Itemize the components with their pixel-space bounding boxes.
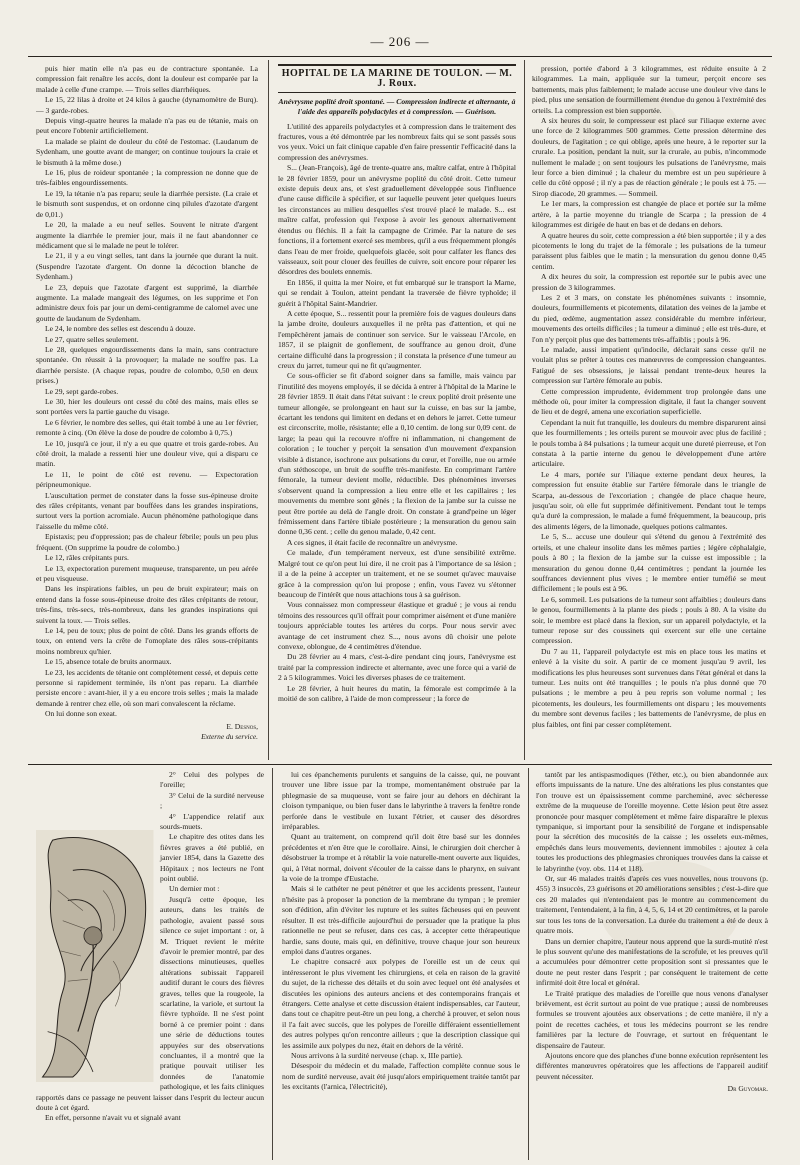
article-subtitle: Anévrysme poplité droit spontané. — Compression indirecte et alternante, à l'aide des appareils polydactyles et à compression. — Guérison.	[278, 96, 516, 117]
paragraph: Le malade, aussi impatient qu'indocile, déclarait sans cesse qu'il ne voulait plus se prêter à toutes ces manœuvres de compression changeantes. Fatigué de ses obsessions, je laissai pendant trente-deux heures la compression sur l'artère fémorale au pubis.	[532, 344, 766, 386]
paragraph: lui ces épanchements purulents et sanguins de la caisse, qui, ne pouvant trouver une libre issue par la trompe, momentanément obstruée par la phlegmasie de sa muqueuse, vont se faire jour au dehors en déchirant la cloison tympanique, ou bien fuser dans le labyrinthe à travers la fenêtre ronde perforée dans le vestibule en luxant l'étrier, et causer des désordres irréparables.	[282, 770, 520, 832]
paragraph: Le 23, depuis que l'azotate d'argent est supprimé, la diarrhée augmente. La malade mangeait des légumes, on les supprime et l'on administre deux fois par jour un demi-centigramme de calomel avec une goutte de laudanum de Sydenham.	[36, 282, 258, 323]
article-title: HOPITAL DE LA MARINE DE TOULON. — M. J. Roux.	[278, 64, 516, 93]
paragraph: Le Traité pratique des maladies de l'oreille que nous venons d'analyser brièvement, est écrit surtout au point de vue pratique ; aussi de nombreuses formules se trouvent ajoutées aux observations ; de cette manière, il n'y a point de recettes cachées, et tous les médecins pourront se les rendre familières par la lecture de l'ouvrage, et surtout en fréquentant le dispensaire de l'auteur.	[536, 988, 768, 1050]
paragraph: Le 5, S... accuse une douleur qui s'étend du genou à l'extrémité des orteils, et une chaleur insolite dans les mêmes parties ; légère céphalalgie, pouls à 80 ; la flexion de la jambe sur la cuisse est impossible ; la mensuration du genou donne 0,44 centimètres ; pendant la journée les souffrances deviennent plus vives ; le membre entier tuméfié se meut difficilement ; le pouls est à 96.	[532, 532, 766, 594]
paragraph: A quatre heures du soir, cette compression a été bien supportée ; il y a des picotements le long du trajet de la fémorale ; les pulsations de la tumeur paraissent plus faibles que le matin ; la mensuration du genou donne 0,45 centim.	[532, 230, 766, 271]
paragraph: pression, portée d'abord à 3 kilogrammes, est réduite ensuite à 2 kilogrammes. La main, appliquée sur la tumeur, perçoit encore ses battements, mais plus faiblement; le malade accuse une douleur vive dans le pied, plus une sensation de fourmillement étendue du genou à l'extrémité des orteils. La compression est bien supportée.	[532, 64, 766, 115]
column-2-text	[278, 122, 516, 705]
paragraph: A ces signes, il était facile de reconnaître un anévrysme.	[287, 537, 458, 547]
section-rule	[28, 764, 772, 765]
signature-title: Externe du service.	[201, 732, 258, 741]
paragraph: Depuis vingt-quatre heures la malade n'a pas eu de tétanie, mais on peut encore l'obtenir artificiellement.	[36, 116, 258, 136]
paragraph: Le 23, les accidents de tétanie ont complètement cessé, et depuis cette personne si rapidement terminée, ils n'ont pas reparu. La diarrhée persiste encore : avant-hier, il y a eu encore trois selles ; mais la malade demande à rentrer chez elle, où son mari convalescent la réclame.	[36, 667, 258, 708]
paragraph: Le 10, jusqu'à ce jour, il n'y a eu que quatre et trois garde-robes. Au côté droit, la malade a ressenti hier une douleur vive, qui a disparu ce matin.	[36, 438, 258, 469]
paragraph: 2° Celui des polypes de l'oreille;	[160, 770, 264, 790]
paragraph: 3° Celui de la surdité nerveuse ;	[160, 790, 264, 811]
ear-anatomy-illustration	[36, 830, 154, 1082]
paragraph: Le 11, le point de côté est revenu. — Expectoration péripneumonique.	[36, 469, 258, 490]
paragraph: Epistaxis; peu d'oppression; pas de chaleur fébrile; pouls un peu plus fréquent. (On supprime la poudre de colombo.)	[36, 532, 258, 552]
column-1	[36, 64, 258, 754]
paragraph: Le chapitre consacré aux polypes de l'oreille est un de ceux qui intéresseront le plus vivement les chirurgiens, et cela en raison de la gravité du sujet, de la richesse des détails et du soin avec lequel ont été analysées et discutées les opinions des auteurs anciens et des contemporains français et étrangers. Cette analyse et cette discussion étaient indispensables, car l'auteur, dans tout ce chapitre peut-être un peu long, a cherché à prouver, et selon nous il l'a fait avec succès, que les polypes de l'oreille différaient essentiellement des autres polypes qu'on rencontre ailleurs ; que la description classique qui les assimile aux polypes du nez, était en dehors de la vérité.	[282, 957, 520, 1050]
paragraph: Le 30, hier les douleurs ont cessé du côté des mains, mais elles se sont portées vers la partie gauche du visage.	[36, 397, 258, 417]
paragraph: tantôt par les antispasmodiques (l'éther, etc.), ou bien abandonnée aux efforts impuissants de la nature. Une des altérations les plus constantes que l'on trouve est un épaississement comme parcheminé, avec sécheresse extrême de la muqueuse de l'oreille moyenne. Cette lésion peut être assez prononcée pour masquer complètement et même faire disparaître le plexus tympanique, si important pour la sensibilité de l'organe et indispensable pour la sécrétion des mucosités de la caisse ; les osselets eux-mêmes, empêchés dans leurs mouvements, deviennent immobiles : ajoutez à cela toutes les productions des phlegmasies chroniques trouvées dans la caisse et le labyrinthe (voy. obs. 114 et 118).	[536, 770, 768, 873]
column-separator	[524, 60, 525, 760]
paragraph: Dans les inspirations faibles, un peu de bruit expirateur; mais on entend dans la fosse sous-épineuse droite des râles crépitants de retour, très-fins, très-secs, très-nombreux, dans les grandes inspirations qui suivent la toux. — Trois selles.	[36, 584, 258, 625]
paragraph: Le 24, le nombre des selles est descendu à douze.	[45, 324, 196, 334]
paragraph: Le 19, la tétanie n'a pas reparu; seule la diarrhée persiste. (La craie et le bismuth sont suspendus, et on ordonne cinq pilules d'azotate d'argent de 0,01.)	[36, 188, 258, 219]
paragraph: Le 6, sommeil. Les pulsations de la tumeur sont affaiblies ; douleurs dans le genou, fourmillements à la plante des pieds ; pouls à 80. A la visite du soir, le membre est placé dans la flexion, sur un appareil polydactyle, et la tumeur repose sur des coussinets qui exercent sur elle une certaine compression.	[532, 594, 766, 646]
paragraph: Le 13, expectoration purement muqueuse, transparente, un peu aérée et peu visqueuse.	[36, 563, 258, 583]
column-separator	[272, 768, 273, 1160]
paragraph: Le 28 février, à huit heures du matin, la fémorale est comprimée à la moitié de son calibre, à l'aide de mon compresseur ; la force de	[278, 683, 516, 703]
header-rule	[28, 56, 772, 57]
paragraph: Le 14, peu de toux; plus de point de côté. Dans les grands efforts de toux, on entend vers la crête de l'omoplate des râles sous-crépitants moins nombreux qu'hier.	[36, 625, 258, 656]
paragraph: Le 6 février, le nombre des selles, qui était tombé à une au 1er février, remonte à cinq. (On élève la dose de poudre de colombo à 0,75.)	[36, 417, 258, 438]
column-5	[282, 770, 520, 1158]
paragraph: Ce malade, d'un tempérament nerveux, est d'une sensibilité extrême. Malgré tout ce qu'on peut lui dire, il ne croit pas à l'importance de sa lésion ; il a de la peine à accepter un traitement, et ne se soumet qu'avec mauvaise grâce à la compression qu'on lui propose ; enfin, vous l'avez vu s'étonner beaucoup de l'intérêt que nous attachions tous à sa guérison.	[278, 548, 516, 599]
paragraph: puis hier matin elle n'a pas eu de contracture spontanée. La compression fait renaître les accès, dont la douleur est comparée par la malade à celle d'une crampe. — Trois selles diarrhéiques.	[36, 64, 258, 94]
paragraph: Nous arrivons à la surdité nerveuse (chap. x, IIIe partie).	[291, 1050, 463, 1060]
column-3	[532, 64, 766, 754]
paragraph: Désespoir du médecin et du malade, l'affection complète connue sous le nom de surdité nerveuse, avait été jusqu'alors empiriquement traitée tantôt par les excitants (l'arnica, l'électricité),	[282, 1061, 520, 1092]
page-number: — 206 —	[370, 34, 430, 49]
column-3-text	[532, 64, 766, 730]
column-2	[278, 64, 516, 754]
paragraph: Jusqu'à cette époque, les auteurs, dans les traités de pathologie, avaient passé sous silence ce sujet important : or, à M. Triquet revient le mérite d'avoir le premier montré, par des dissections minutieuses, quelles altérations subissait l'appareil auditif durant le cours des fièvres graves, telles que la rougeole, la scarlatine, la variole, et surtout la fièvre typhoïde. Il ne s'est point borné à ce premier point : dans une série de déductions toutes appuyées sur des observations concluantes, il a montré que la pratique pouvait utiliser les données de l'anatomie pathologique, et les faits cliniques rapportés dans ce passage ne peuvent laisser dans l'esprit du lecteur aucun doute à cet égard.	[36, 894, 264, 1112]
paragraph: Le 1er mars, la compression est changée de place et portée sur la même artère, à la partie moyenne du triangle de Scarpa ; la pression de 4 kilogrammes est dirigée de haut en bas et de dedans en dehors.	[532, 199, 766, 230]
paragraph: L'auscultation permet de constater dans la fosse sus-épineuse droite des râles crépitants, venant par bouffées dans les grandes inspirations, surtout vers la portion acromiale. Aucun phénomène pathologique dans l'aisselle du même côté.	[36, 490, 258, 531]
paragraph: Dans un dernier chapitre, l'auteur nous apprend que la surdi-mutité n'est le plus souvent qu'une des manifestations de la scrofule, et les preuves qu'il a accumulées pour démontrer cette proposition sont si pressantes que le doute ne peut rester dans l'esprit ; par conséquent le traitement de cette infirmité doit être local et général.	[536, 936, 768, 988]
paragraph: Cette compression imprudente, évidemment trop prolongée dans une méthode où, pour imiter la compression digitale, il faut la changer souvent de lieu et de degré, amena une excoriation superficielle.	[532, 386, 766, 417]
paragraph: Du 28 février au 4 mars, c'est-à-dire pendant cinq jours, l'anévrysme est traité par la compression indirecte et alternante, avec une force qui a varié de 2 à 5 kilogrammes. Voici les diverses phases de ce traitement.	[278, 652, 516, 683]
paragraph: Mais si le cathéter ne peut pénétrer et que les accidents pressent, l'auteur n'hésite pas à proposer la ponction de la membrane du tympan ; le premier son d'édition, afin d'éviter les rupture et les suites fâcheuses qui en peuvent résulter. Il est très-difficile aujourd'hui de persuader que la pratique la plus rationnelle ne peut se refuser, dans ces cas, à accepter cette thérapeutique hardie, sans doute, mais qui, en définitive, trouve chaque jour son heureux emploi dans d'autres organes.	[282, 884, 520, 956]
paragraph: Du 7 au 11, l'appareil polydactyle est mis en place tous les matins et enlevé à la visite du soir. A partir de ce moment jusqu'au 9 avril, les modifications les plus heureuses sont survenues dans l'état général et dans la tumeur. Les nuits ont été tranquilles ; le pouls n'a plus donné que 70 pulsations ; le membre a peu à peu repris son volume normal ; les picotements, les douleurs, les fourmillements ont disparu ; les mouvements du membre sont devenus faciles ; les battements de l'anévrysme, de plus en plus faibles, ont fini par cesser complètement.	[532, 646, 766, 729]
paragraph: Le 28, quelques engourdissements dans la main, sans contracture spontanée. On réussit à la provoquer; la malade ne souffre pas. La diarrhée persiste. (A chaque repas, poudre de colombo, 0,50 en deux prises.)	[36, 344, 258, 386]
paragraph: Un dernier mot :	[169, 884, 220, 894]
signature: E. Desnos,	[226, 721, 258, 731]
paragraph: Ajoutons encore que des planches d'une bonne exécution représentent les différentes manœuvres opératoires que les affections de l'appareil auditif peuvent nécessiter.	[536, 1050, 768, 1081]
column-6-text	[536, 770, 768, 1082]
paragraph: Or, sur 46 malades traités d'après ces vues nouvelles, nous trouvons (p. 455) 3 insuccès, 23 guérisons et 20 améliorations sensibles ; c'est-à-dire que ces 20 malades qui n'entendaient pas le montre au commencement du traitement, l'entendaient, à la fin, à 4, 5, 6, 14 et 20 centimètres, et la parole sur tous les tons de la conversation. La durée du traitement a été de deux à quatre mois.	[536, 874, 768, 936]
column-5-text	[282, 770, 520, 1093]
paragraph: Le 16, plus de roideur spontanée ; la compression ne donne que de très-faibles engourdissements.	[36, 168, 258, 188]
column-6	[536, 770, 768, 1158]
paragraph: L'utilité des appareils polydactyles et à compression dans le traitement des fractures, vous a été démontrée par les nombreux faits qui se sont passés sous vos yeux. Voici un fait clinique capable d'en faire pressentir l'efficacité dans la compression des anévrysmes.	[278, 121, 516, 162]
paragraph: Cependant la nuit fut tranquille, les douleurs du membre disparurent ainsi que les fourmillements ; les orteils purent se mouvoir avec plus de facilité ; le pouls tomba à 84 pulsations ; la tumeur acquit une dureté pierreuse, et l'on constata à la partie interne du genou le développement d'une artère articulaire.	[532, 417, 766, 469]
paragraph: Le 15, 22 lilas à droite et 24 kilos à gauche (dynamomètre de Burq). — 3 garde-robes.	[36, 95, 258, 115]
paragraph: A six heures du soir, le compresseur est placé sur l'iliaque externe avec une force de 2 kilogrammes 500 grammes. Cette pression détermine des douleurs, de l'agitation ; ce qui oblige, après une heure, à le reporter sur la crurale. La position, pendant la nuit, sur la crurale, au pubis, n'incommode nullement le malade ; on sent toujours les pulsations de l'anévrysme, mais leur force a bien diminué ; la chaleur du membre est un peu supérieure à celle du côté opposé ; il n'y a pas de réaction générale ; le pouls est à 75. — Sirop diacode, 20 grammes. — Sommeil.	[532, 116, 766, 198]
paragraph: Le 29, sept garde-robes.	[45, 386, 119, 396]
paragraph: Le 15, absence totale de bruits anormaux.	[45, 657, 172, 667]
signature: Dr Guyomar.	[727, 1084, 768, 1094]
paragraph: Le 12, râles crépitants purs.	[45, 553, 129, 563]
paragraph: En effet, personne n'avait vu et signalé avant	[45, 1113, 181, 1123]
paragraph: Ce sous-officier se fit d'abord soigner dans sa famille, mais vaincu par l'inutilité des moyens employés, il se décida à entrer à l'hôpital de la Marine le 28 février 1859. Il était dans l'état suivant : le creux poplité droit présente une tumeur allongée, se prolongeant en haut sur la cuisse, en bas sur la jambe, écartant les tendons qui limitent en dedans et en dehors le jarret. Cette tumeur est circonscrite, molle, résistante; elle a 0,10 centim. de long sur 0,09 cent. de large; la peau qui la recouvre n'offre ni inflammation, ni changement de coloration ; le toucher y perçoit la sensation d'un mouvement d'expansion visible à distance, isochrone aux pulsations du cœur, et l'oreille, nue ou armée d'un stéthoscope, un bruit de souffle très-manifeste. En comprimant l'artère fémorale, la tumeur devient molle, réductible. Des phénomènes inverses s'observent quand la compression a lieu entre elle et les capillaires ; les mouvements du membre sont gênés ; la flexion de la jambe sur la cuisse ne peut être portée au delà de l'angle droit. On constate à grand'peine un léger frémissement dans l'artère tibiale postérieure ; la mensuration du genou sain donne 0,36 cent. ; celle du genou malade, 0,42 cent.	[278, 371, 516, 537]
paragraph: 4° L'appendice relatif aux sourds-muets.	[160, 811, 264, 832]
paragraph: Vous connaissez mon compresseur élastique et gradué ; je vous ai rendu témoins des ressources qu'il offrait pour comprimer aisément et d'une manière toujours appréciable toutes les artères du corps. Pour nous servir avec avantage de cet instrument chez S..., nous avons dû choisir une pelote convexe, oblongue, de 4 centimètres d'étendue.	[278, 600, 516, 651]
paragraph: Le chapitre des otites dans les fièvres graves a été publié, en janvier 1854, dans la Gazette des Hôpitaux ; nos lecteurs ne l'ont point oublié.	[160, 832, 264, 884]
paragraph: En 1856, il quitta la mer Noire, et fut embarqué sur le transport la Marne, qui se rendait à Toulon, atteint pendant la traversée de fièvre typhoïde; il guérit à l'hôpital Saint-Mandrier.	[278, 277, 516, 308]
paragraph: Quant au traitement, on comprend qu'il doit être basé sur les données précédentes et n'en être que le corollaire. Ainsi, le chirurgien doit chercher à désobstruer la trompe et à rétablir la voie naturelle-ment ouverte aux liquides, qui, à l'état normal, doivent s'écouler de la caisse dans le pharynx, en suivant la voie de la trompe d'Eustache.	[282, 832, 520, 884]
paragraph: Le 21, il y a eu vingt selles, tant dans la journée que durant la nuit. (Suspendre l'azotate d'argent. On donne la décoction blanche de Sydenham.)	[36, 251, 258, 282]
paragraph: La malade se plaint de douleur du côté de l'estomac. (Laudanum de Sydenham, une goutte avant de manger; on continue toujours la craie et le bismuth à la même dose.)	[36, 136, 258, 167]
paragraph: Le 4 mars, portée sur l'iliaque externe pendant deux heures, la compression fut ensuite établie sur l'artère fémorale dans le triangle de Scarpa, au-dessous de l'excoriation ; changée de place chaque heure, jusqu'au soir, où elle fut supprimée définitivement. Pendant tout le temps qu'a duré la compression, le malade a fumé fréquemment, la beaucoup, pris des aliments légers, de la limonade, quelques potions calmantes.	[532, 469, 766, 531]
paragraph: Le 20, la malade a eu neuf selles. Souvent le nitrate d'argent augmente la diarrhée le premier jour, mais il ne faut abandonner ce médicament que si le malade ne peut le tolérer.	[36, 220, 258, 250]
paragraph: Le 27, quatre selles seulement.	[45, 334, 139, 344]
paragraph: On lui donne son exeat.	[45, 709, 117, 719]
column-1-text	[36, 64, 258, 720]
column-separator	[268, 60, 269, 760]
paragraph: S... (Jean-François), âgé de trente-quatre ans, maître calfat, entre à l'hôpital le 28 février 1859, pour un anévrysme poplité du côté droit. Cette tumeur existe depuis deux ans, et s'est graduellement développée sous l'influence d'une cause difficile à spécifier, et sur laquelle peuvent jeter quelques lueurs les circonstances au milieu desquelles s'est trouvé placé le malade. S... est maître calfat, profession qui l'expose à avoir les genoux alternativement étendus ou fléchis. Il a fait la campagne de Crimée. Par la nature de ses fonctions, il a fortement exercé ses membres, qu'il a eus fréquemment plongés dans l'eau de mer froide, quelquefois glacée, soit pour calfater les flancs des vaisseaux, soit pour clouer des feuilles de cuivre, soit encore pour réparer les désordres des boulets ennemis.	[278, 163, 516, 277]
column-separator	[528, 768, 529, 1160]
paragraph: A dix heures du soir, la compression est reportée sur le pubis avec une pression de 3 kilogrammes.	[532, 272, 766, 292]
paragraph: Les 2 et 3 mars, on constate les phénomènes suivants : insomnie, douleurs, fourmillements et picotements, dilatation des veines de la jambe et du pied, œdème, augmentation assez considérable du membre inférieur, mouvements des orteils difficiles ; la tumeur a diminué ; elle est très-dure, et l'on n'y perçoit plus que des battements très-affaiblis ; pouls à 96.	[532, 292, 766, 344]
column-4	[36, 770, 264, 1158]
paragraph: A cette époque, S... ressentit pour la première fois de vagues douleurs dans la jambe droite, douleurs auxquelles il ne prêta pas d'attention, et qui ne l'empêchèrent jamais de continuer son service. Sur le vaisseau l'Arcole, en 1857, il se plaignit de gonflement, de souffrance au genou droit, d'une certaine difficulté dans la progression ; il constata la présence d'une tumeur au creux du jarret, tumeur qui ne fit qu'augmenter.	[278, 308, 516, 370]
